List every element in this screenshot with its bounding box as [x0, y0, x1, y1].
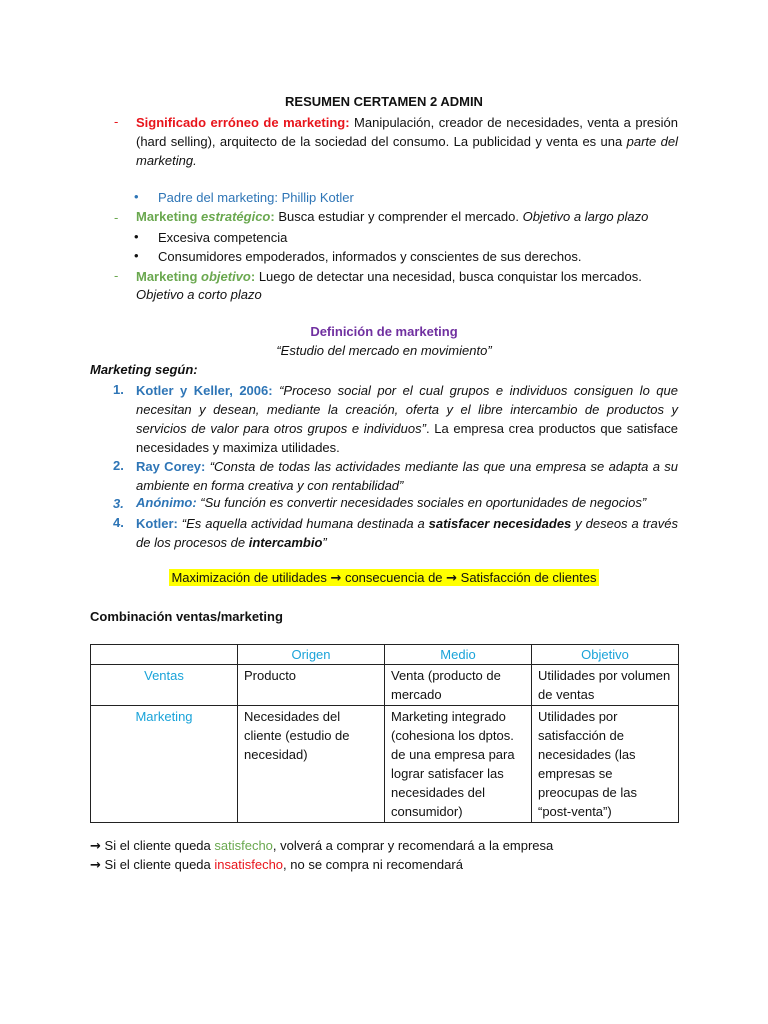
strategic-label: Marketing: [136, 209, 202, 224]
erroneous-meaning-text: Manipulación, creador de necesidades, venta a presión (hard selling), arquitecto de la sociedad del consumo. La publicidad y venta es una: [136, 115, 678, 149]
quote-ray-corey: “Consta de todas las actividades mediante las que una empresa se adapta a su ambiente en forma creativa y con rentabilidad”: [136, 459, 679, 493]
combination-table: [90, 644, 679, 823]
author-anonimo: Anónimo:: [136, 495, 197, 510]
table-cell: Marketing integrado (cohesiona los dptos. de una empresa para lograr satisfacer las necesidades del consumidor): [385, 706, 532, 823]
list-number: 4.: [113, 515, 124, 530]
quote-kotler-a: “Es aquella actividad humana destinada a: [177, 516, 429, 531]
objective-label-colon: :: [250, 269, 256, 284]
table-row: [91, 706, 679, 823]
satisfied-word: satisfecho: [214, 838, 273, 853]
strategic-bullet-2: Consumidores empoderados, informados y conscientes de sus derechos.: [158, 249, 582, 264]
unsatisfied-client-line: [90, 857, 463, 873]
table-header-cell: [91, 645, 238, 665]
strategic-text: Busca estudiar y comprender el mercado.: [274, 209, 523, 224]
list-number: 1.: [113, 382, 124, 397]
marketing-segun-heading: Marketing según:: [90, 362, 198, 377]
definition-item-anonimo: [136, 495, 646, 510]
dash-marker: -: [114, 210, 119, 225]
highlight-part-2: consecuencia de: [341, 570, 447, 585]
dash-marker: -: [114, 114, 119, 129]
father-of-marketing: Padre del marketing: Phillip Kotler: [158, 190, 354, 205]
unsatisfied-text-b: , no se compra ni recomendará: [283, 857, 463, 872]
quote-kotler-e: ”: [322, 535, 327, 550]
table-cell: Utilidades por volumen de ventas: [532, 665, 679, 706]
highlight-part-3: Satisfacción de clientes: [457, 570, 597, 585]
table-header-cell: Origen: [238, 645, 385, 665]
objective-label-italic: objetivo: [201, 269, 251, 284]
dash-marker: -: [114, 268, 119, 283]
document-title: RESUMEN CERTAMEN 2 ADMIN: [285, 94, 483, 109]
author-kotler: Kotler:: [136, 516, 178, 531]
objective-short-term: Objetivo a corto plazo: [136, 287, 262, 302]
unsatisfied-word: insatisfecho: [214, 857, 284, 872]
arrow-right-icon: →: [330, 571, 342, 586]
definition-quote: “Estudio del mercado en movimiento”: [276, 343, 492, 358]
strategic-marketing-line: [136, 209, 648, 224]
table-row: [91, 665, 679, 706]
satisfied-text-a: Si el cliente queda: [100, 838, 215, 853]
table-row-header: Ventas: [91, 665, 238, 706]
definition-item-kotler: [136, 514, 678, 552]
unsatisfied-text-a: Si el cliente queda: [100, 857, 215, 872]
table-cell: Venta (producto de mercado: [385, 665, 532, 706]
table-cell: Necesidades del cliente (estudio de necesidad): [238, 706, 385, 823]
table-header-cell: Objetivo: [532, 645, 679, 665]
author-kotler-keller: Kotler y Keller, 2006:: [136, 383, 273, 398]
satisfied-client-line: [90, 838, 553, 854]
satisfied-text-b: , volverá a comprar y recomendará a la empresa: [272, 838, 554, 853]
objective-marketing-line: [136, 267, 678, 286]
combination-heading: Combinación ventas/marketing: [90, 609, 283, 624]
bullet-icon: •: [134, 248, 139, 263]
erroneous-meaning-label: Significado erróneo de marketing:: [136, 115, 350, 130]
table-row-header: Marketing: [91, 706, 238, 823]
author-ray-corey: Ray Corey:: [136, 459, 206, 474]
strategic-label-colon: :: [270, 209, 275, 224]
objective-label: Marketing: [136, 269, 202, 284]
erroneous-meaning-italic: parte del marketing.: [136, 134, 679, 168]
bullet-icon: •: [134, 229, 139, 244]
text-kotler-keller: . La empresa crea productos que satisface necesidades y maximiza utilidades.: [136, 421, 678, 455]
quote-anonimo: “Su función es convertir necesidades sociales en oportunidades de negocios”: [196, 495, 647, 510]
table-cell: Producto: [238, 665, 385, 706]
table-header-row: [91, 645, 679, 665]
bullet-icon: •: [134, 189, 139, 204]
quote-kotler-keller: “Proceso social por el cual grupos e individuos consiguen lo que necesitan y desean, mediante la creación, oferta y el libre intercambio de productos y servicios de valor para otros grupos e individuos”: [136, 383, 678, 436]
list-number: 2.: [113, 458, 124, 473]
arrow-right-icon: →: [90, 839, 101, 854]
arrow-right-icon: →: [446, 571, 458, 586]
quote-kotler-bold-b: intercambio: [248, 535, 323, 550]
quote-kotler-c: y deseos a través de los procesos de: [136, 516, 679, 550]
definition-item-ray-corey: [136, 457, 678, 495]
highlighted-statement: [169, 569, 598, 586]
definition-item-kotler-keller: [136, 381, 678, 457]
strategic-objective: Objetivo a largo plazo: [522, 209, 649, 224]
list-number: 3.: [113, 496, 124, 511]
definition-heading: Definición de marketing: [310, 324, 458, 339]
strategic-label-italic: estratégico: [201, 209, 271, 224]
strategic-bullet-1: Excesiva competencia: [158, 230, 288, 245]
highlight-line: [0, 570, 768, 586]
table-cell: Utilidades por satisfacción de necesidades (las empresas se preocupas de las “post-venta”): [532, 706, 679, 823]
arrow-right-icon: →: [90, 858, 101, 873]
objective-text: Luego de detectar una necesidad, busca conquistar los mercados.: [255, 269, 642, 284]
quote-kotler-bold-a: satisfacer necesidades: [428, 516, 572, 531]
table-header-cell: Medio: [385, 645, 532, 665]
highlight-part-1: Maximización de utilidades: [171, 570, 331, 585]
erroneous-meaning-paragraph: [136, 113, 678, 170]
